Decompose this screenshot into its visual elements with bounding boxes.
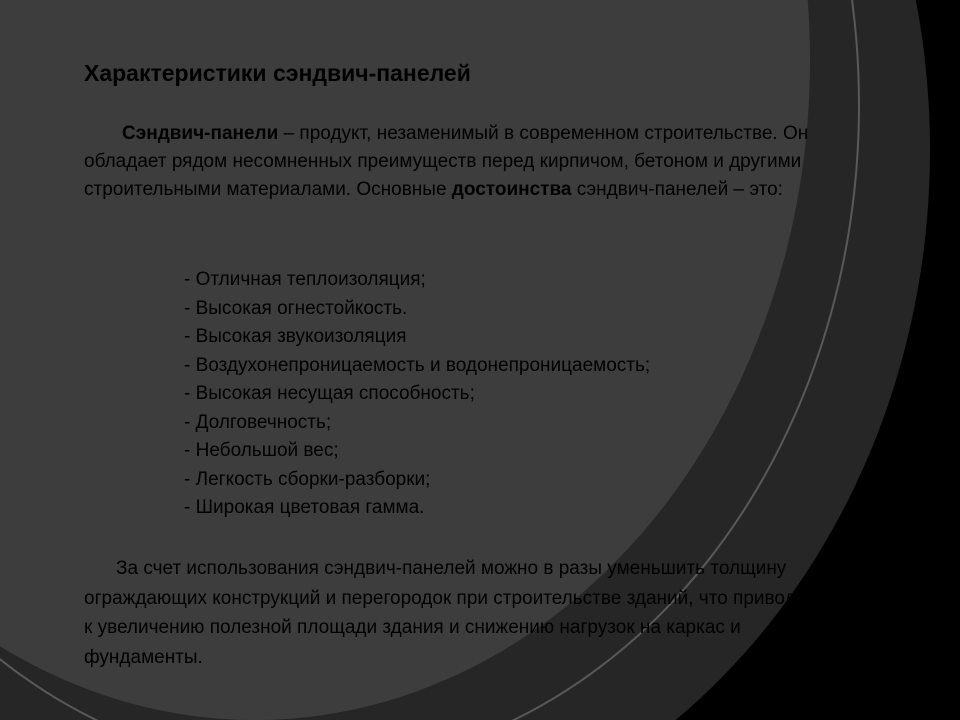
- benefit-item: - Высокая огнестойкость.: [184, 297, 408, 319]
- intro-emphasis: достоинства: [451, 179, 572, 200]
- slide-title: Характеристики сэндвич-панелей: [84, 60, 471, 86]
- benefit-item: - Высокая несущая способность;: [184, 383, 475, 404]
- benefit-item: - Небольшой вес;: [184, 440, 339, 461]
- outro-text: За счет использования сэндвич-панелей можно в разы уменьшить толщину ограждающих конструкций и перегородок при строительстве зданий, что приводит к увеличению полезной площади здания и снижению нагрузок на каркас и фундаменты.: [84, 558, 815, 668]
- intro-text-1: – продукт, незаменимый в современном строительстве. Он обладает рядом несомненных преимуществ перед кирпичом, бетоном и другими строительными материалами. Основные: [84, 123, 809, 200]
- intro-term: Сэндвич-панели: [122, 123, 279, 144]
- benefit-item: - Долговечность;: [184, 411, 332, 433]
- benefits-list: [184, 266, 650, 523]
- intro-paragraph: [84, 120, 844, 204]
- benefit-item: - Отличная теплоизоляция;: [184, 269, 426, 290]
- benefit-item: - Воздухонепроницаемость и водонепроницаемость;: [184, 354, 651, 376]
- benefit-item: - Высокая звукоизоляция: [184, 326, 407, 347]
- benefit-item: - Легкость сборки-разборки;: [184, 468, 431, 490]
- benefit-item: - Широкая цветовая гамма.: [184, 497, 425, 518]
- intro-text-2: сэндвич-панелей – это:: [571, 179, 783, 200]
- outro-paragraph: [84, 554, 824, 672]
